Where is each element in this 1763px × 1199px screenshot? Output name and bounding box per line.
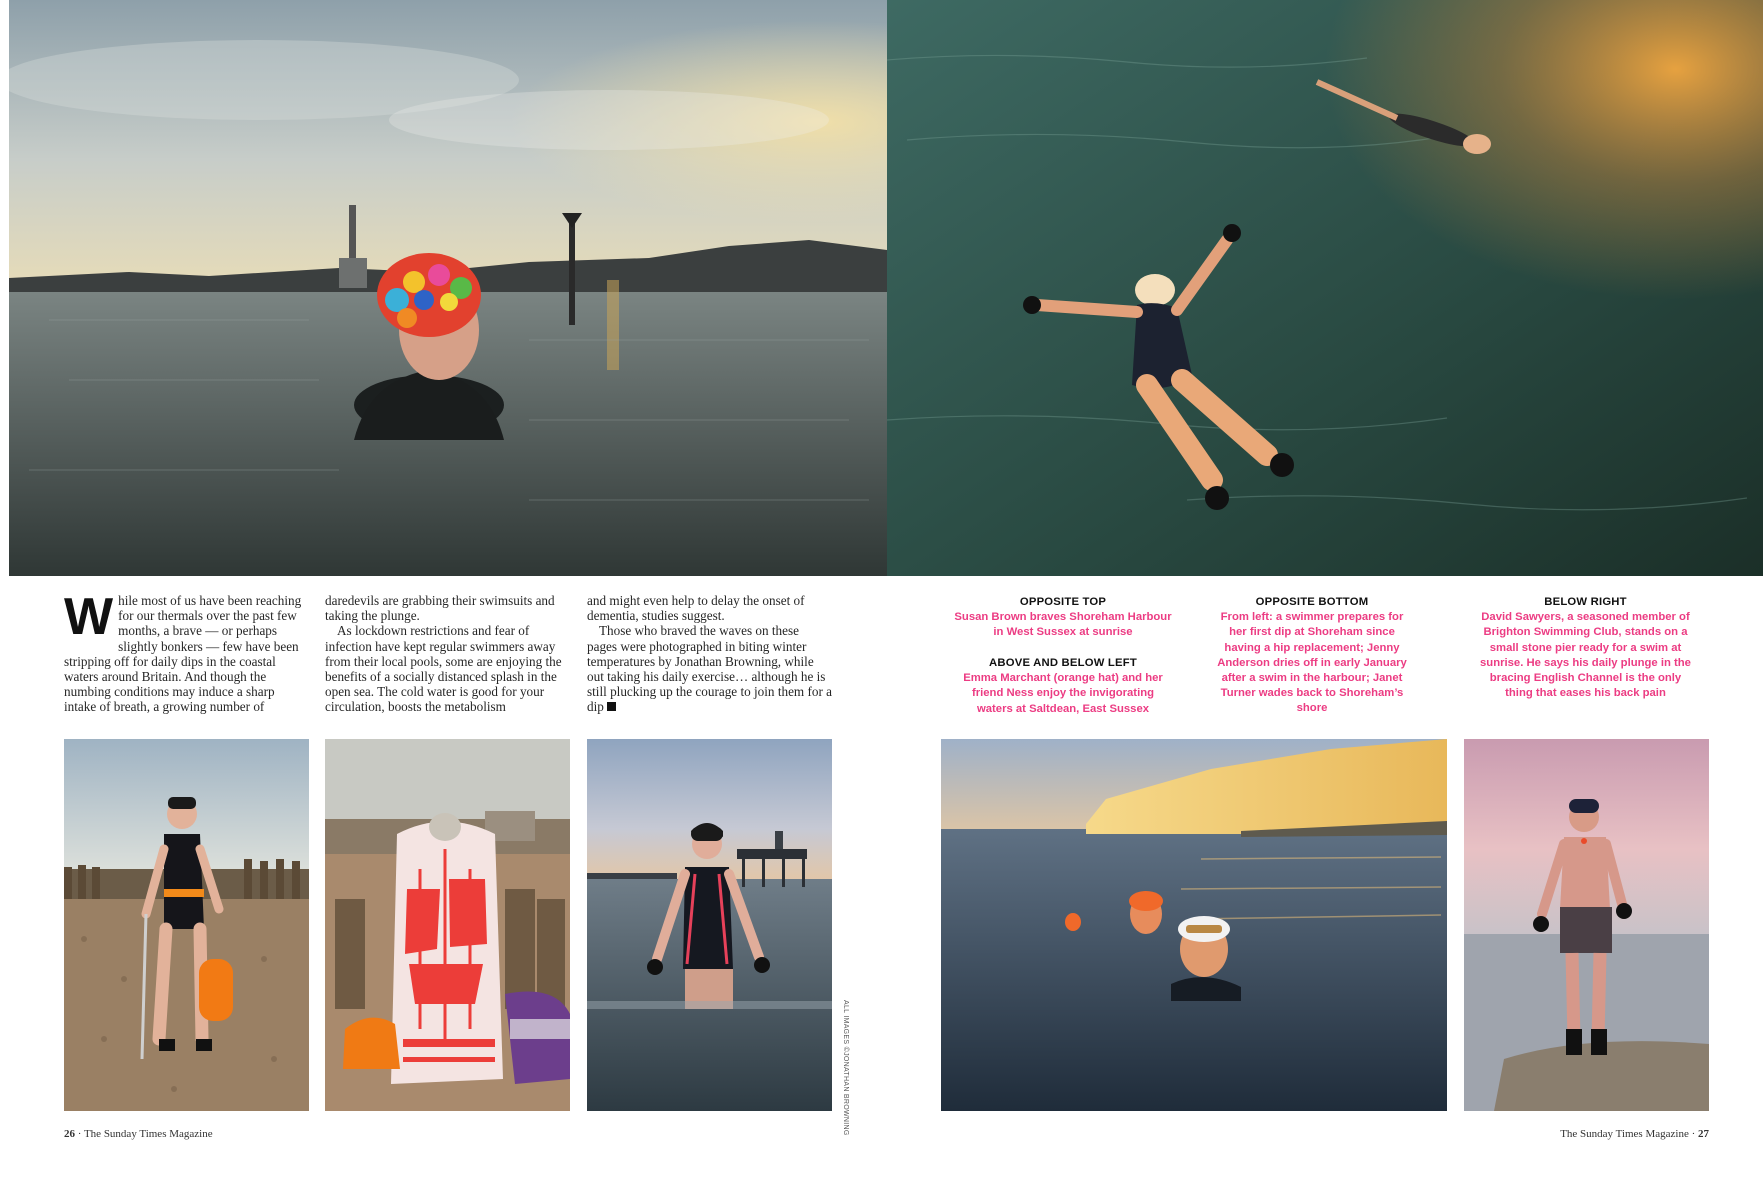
caption-text: Susan Brown braves Shoreham Harbour in West Sussex at sunrise — [954, 611, 1172, 639]
caption-heading: OPPOSITE TOP — [1019, 596, 1107, 608]
caption-heading: ABOVE AND BELOW LEFT — [989, 657, 1137, 669]
photo-woman-wading-harbour — [587, 739, 832, 1111]
article-paragraph: and might even help to delay the onset of dementia, studies suggest. — [587, 593, 805, 624]
article-paragraph-final: Those who braved the waves on these pages were photographed in biting winter temperatures by Jonathan Browning, while out taking his daily exercise… although he is still plucking up the courage to join them for a dip — [587, 623, 833, 715]
caption-heading: BELOW RIGHT — [1544, 596, 1627, 608]
folio-left — [64, 1128, 213, 1140]
photo-man-on-stone-pier — [1464, 739, 1709, 1111]
caption-text: David Sawyers, a seasoned member of Brighton Swimming Club, stands on a small stone pier ready for a swim at sunrise. He says his daily plunge in the bracing English Channel is the only thing that eases his back pain — [1480, 611, 1691, 700]
page-number-left: 26 — [64, 1128, 75, 1140]
caption-text: From left: a swimmer prepares for her first dip at Shoreham since having a hip replacement; Jenny Anderson dries off in early January after a swim in the harbour; Janet Turner wades back to Shoreham’s shore — [1217, 611, 1407, 715]
caption-above-and-below-left — [953, 656, 1173, 717]
caption-text: Emma Marchant (orange hat) and her friend Ness enjoy the invigorating waters at Saltdean, East Sussex — [963, 672, 1163, 715]
magazine-name-left: · The Sunday Times Magazine — [75, 1128, 213, 1140]
caption-opposite-top — [953, 595, 1173, 641]
photo-floating-swimmers-green-sea — [887, 0, 1763, 576]
page-number-right: 27 — [1698, 1128, 1709, 1140]
article-paragraph: As lockdown restrictions and fear of infection have kept regular swimmers away from their local pools, some are enjoying the benefits of a socially distanced splash in the open sea. The cold water is good for your circulation, boosts the metabolism — [325, 623, 562, 715]
folio-right — [1560, 1128, 1709, 1140]
article-column-2 — [325, 593, 570, 715]
article-paragraph: hile most of us have been reaching for our thermals over the past few months, a brave — or perhaps slightly bonkers — few have been stripping off for daily dips in the coastal waters around Britain. And though the numbing conditions may induce a sharp intake of breath, a growing number of — [64, 593, 302, 715]
photo-swimmers-under-cliffs — [941, 739, 1447, 1111]
article-paragraph: daredevils are grabbing their swimsuits and taking the plunge. — [325, 593, 555, 624]
photo-woman-with-ship-towel — [325, 739, 570, 1111]
photo-swimmer-with-float-bag — [64, 739, 309, 1111]
caption-below-right — [1478, 595, 1693, 701]
photo-credit: ALL IMAGES ©JONATHAN BROWNING — [842, 1000, 849, 1136]
end-mark-icon — [607, 702, 616, 711]
article-column-1 — [64, 588, 309, 715]
article-column-3 — [587, 593, 832, 715]
photo-harbour-swimmer-flower-cap — [9, 0, 887, 576]
drop-cap: W — [64, 588, 114, 646]
caption-opposite-bottom — [1212, 595, 1412, 717]
caption-heading: OPPOSITE BOTTOM — [1255, 596, 1369, 608]
magazine-name-right: The Sunday Times Magazine · — [1560, 1128, 1698, 1140]
